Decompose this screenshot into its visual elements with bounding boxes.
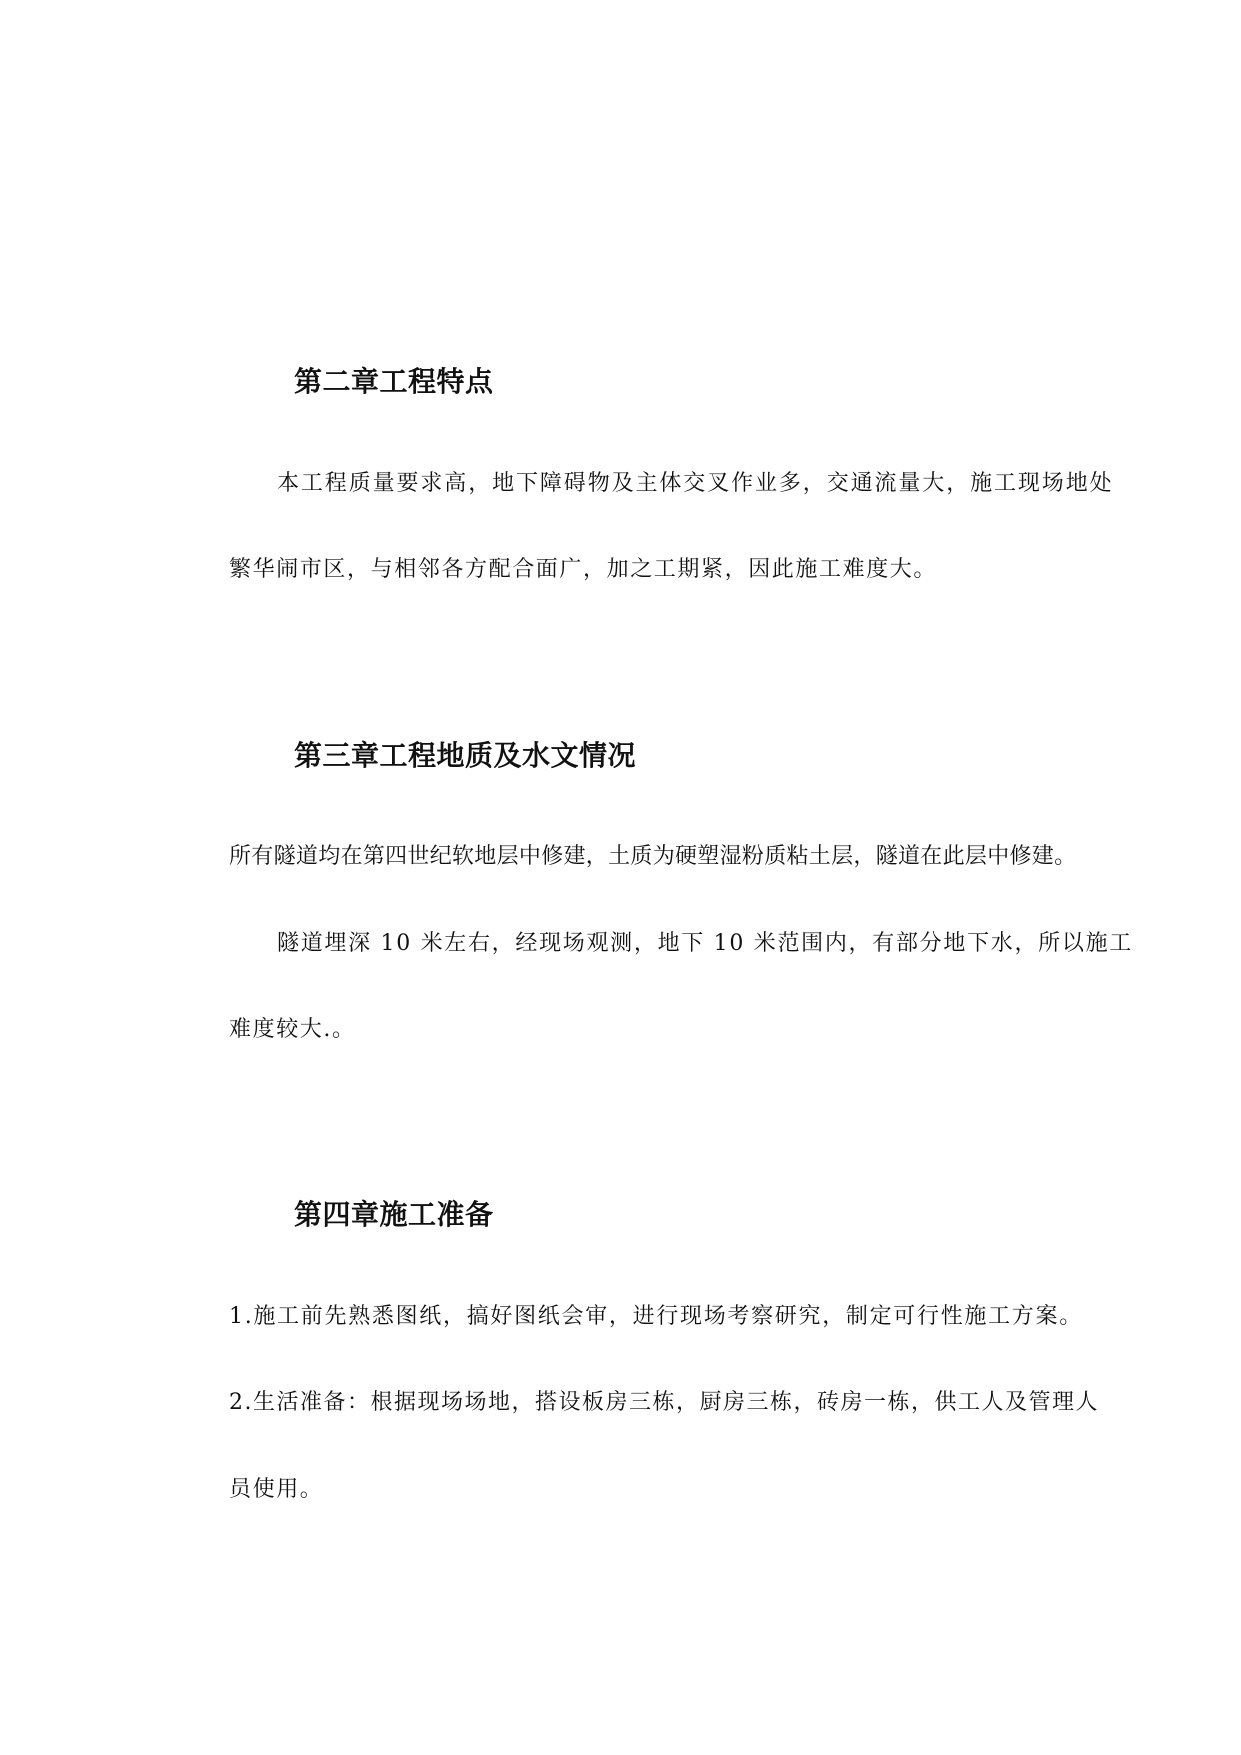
chapter-2-paragraph-line-1: 本工程质量要求高，地下障碍物及主体交叉作业多，交通流量大，施工现场地处 — [277, 471, 1114, 496]
chapter-4-heading: 第四章施工准备 — [294, 1198, 494, 1231]
chapter-4-item-2-line-1: 2.生活准备：根据现场场地，搭设板房三栋，厨房三栋，砖房一栋，供工人及管理人 — [229, 1390, 1099, 1415]
chapter-2-heading: 第二章工程特点 — [294, 365, 494, 398]
chapter-3-paragraph-line-3: 难度较大.。 — [229, 1017, 356, 1042]
chapter-3-paragraph-line-2: 隧道埋深 10 米左右，经现场观测，地下 10 米范围内，有部分地下水，所以施工 — [277, 931, 1133, 956]
chapter-2-paragraph-line-2: 繁华闹市区，与相邻各方配合面广，加之工期紧，因此施工难度大。 — [229, 557, 938, 582]
chapter-3-paragraph-line-1: 所有隧道均在第四世纪软地层中修建，土质为硬塑湿粉质粘土层，隧道在此层中修建。 — [229, 844, 1077, 869]
chapter-4-item-1: 1.施工前先熟悉图纸，搞好图纸会审，进行现场考察研究，制定可行性施工方案。 — [229, 1304, 1083, 1329]
chapter-4-item-2-line-2: 员使用。 — [229, 1477, 324, 1502]
chapter-3-heading: 第三章工程地质及水文情况 — [294, 739, 637, 772]
